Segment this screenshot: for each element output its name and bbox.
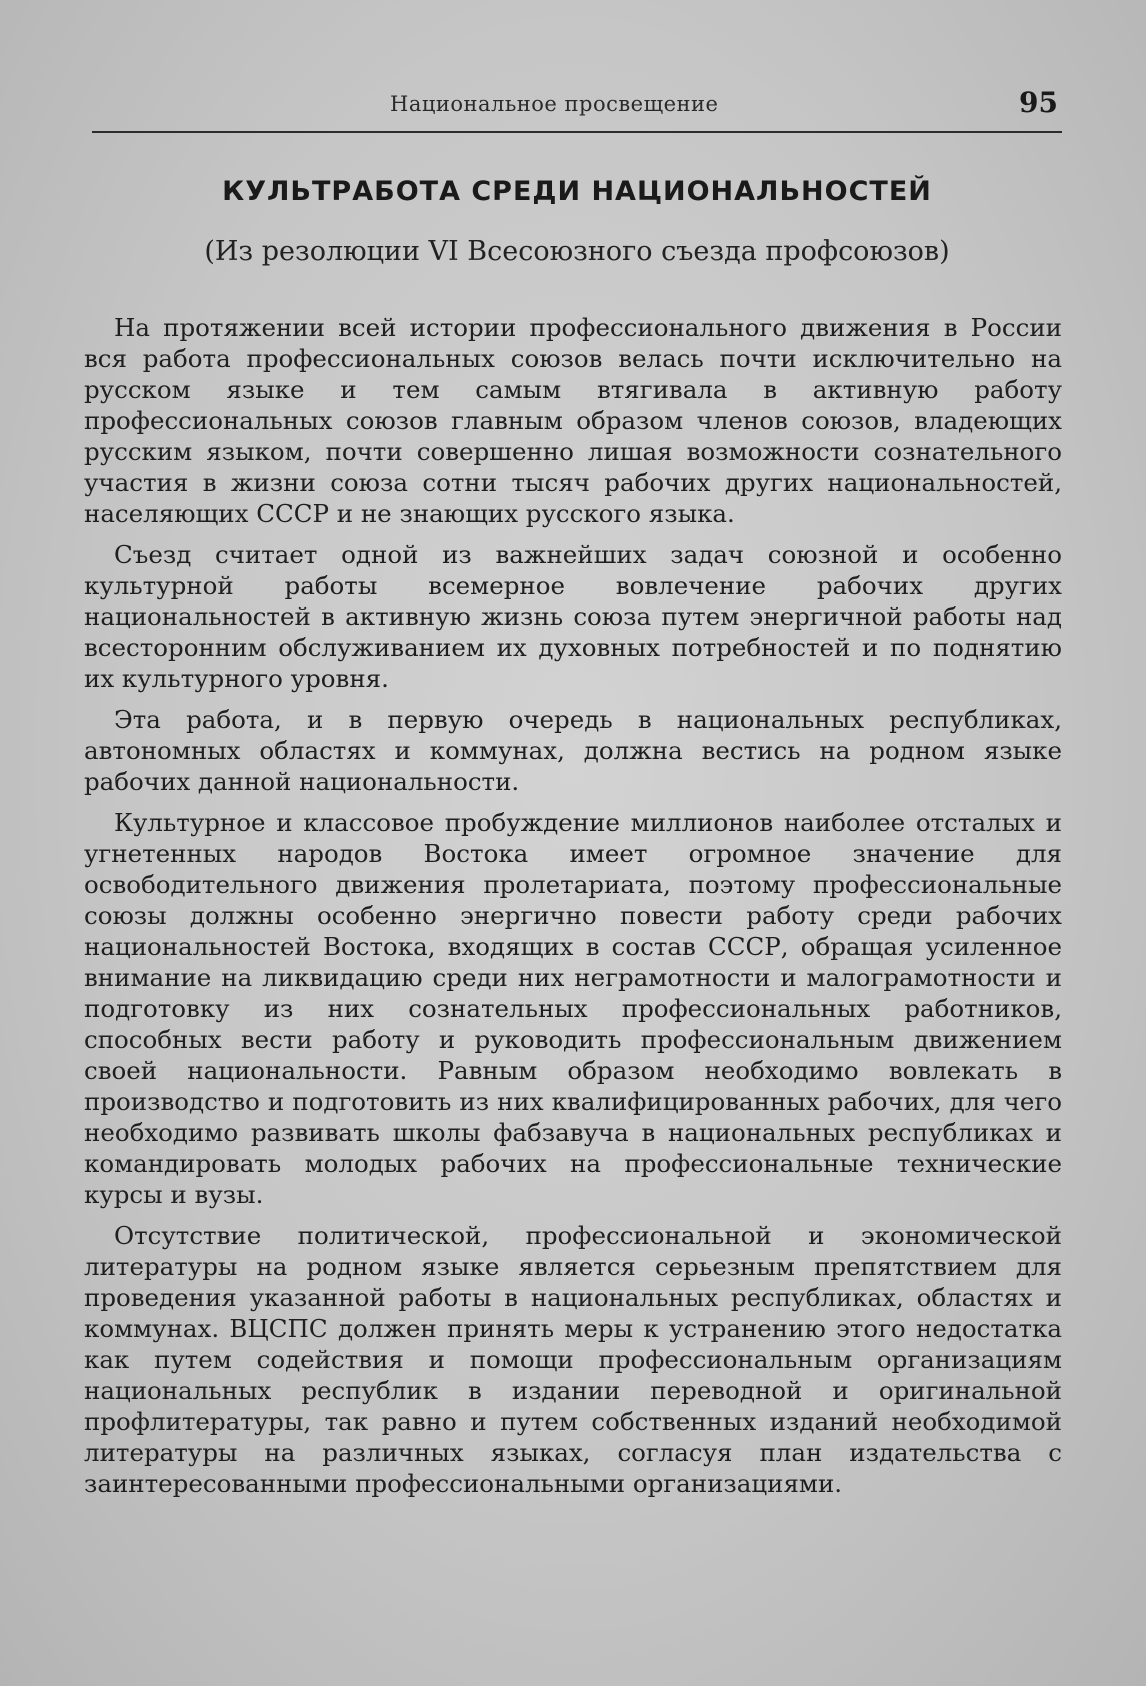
article-subtitle: (Из резолюции VI Всесоюзного съезда профсоюзов): [204, 236, 950, 267]
article-title: КУЛЬТРАБОТА СРЕДИ НАЦИОНАЛЬНОСТЕЙ: [222, 176, 932, 207]
header-rule: [92, 131, 1062, 133]
paragraph-1: На протяжении всей истории профессионального движения в России вся работа профессиональных союзов велась почти исключительно на русском языке и тем самым втягивала в активную работу профессиональных союзов главным образом членов союзов, владеющих русским языком, почти совершенно лишая возможности сознательного участия в жизни союза сотни тысяч рабочих других национальностей, населяющих СССР и не знающих русского языка.: [84, 313, 1062, 528]
running-title: Национальное просвещение: [390, 92, 719, 116]
paragraph-3: Эта работа, и в первую очередь в национальных республиках, автономных областях и коммунах, должна вестись на родном языке рабочих данной национальности.: [84, 705, 1062, 796]
article-body: [84, 312, 1062, 1509]
paragraph-5: Отсутствие политической, профессиональной и экономической литературы на родном языке является серьезным препятствием для проведения указанной работы в национальных республиках, областях и коммунах. ВЦСПС должен принять меры к устранению этого недостатка как путем содействия и помощи профессиональным организациям национальных республик в издании переводной и оригинальной профлитературы, так равно и путем собственных изданий необходимой литературы на различных языках, согласуя план издательства с заинтересованными профессиональными организациями.: [84, 1221, 1062, 1498]
paragraph-4: Культурное и классовое пробуждение миллионов наиболее отсталых и угнетенных народов Востока имеет огромное значение для освободительного движения пролетариата, поэтому профессиональные союзы должны особенно энергично повести работу среди рабочих национальностей Востока, входящих в состав СССР, обращая усиленное внимание на ликвидацию среди них неграмотности и малограмотности и подготовку из них сознательных профессиональных работников, способных вести работу и руководить профессиональным движением своей национальности. Равным образом необходимо вовлекать в производство и подготовить из них квалифицированных рабочих, для чего необходимо развивать школы фабзавуча в национальных республиках и командировать молодых рабочих на профессиональные технические курсы и вузы.: [84, 808, 1062, 1209]
running-head: [90, 86, 1060, 126]
page-number: 95: [1019, 86, 1058, 119]
paragraph-2: Съезд считает одной из важнейших задач союзной и особенно культурной работы всемерное вовлечение рабочих других национальностей в активную жизнь союза путем энергичной работы над всесторонним обслуживанием их духовных потребностей и по поднятию их культурного уровня.: [84, 540, 1062, 693]
